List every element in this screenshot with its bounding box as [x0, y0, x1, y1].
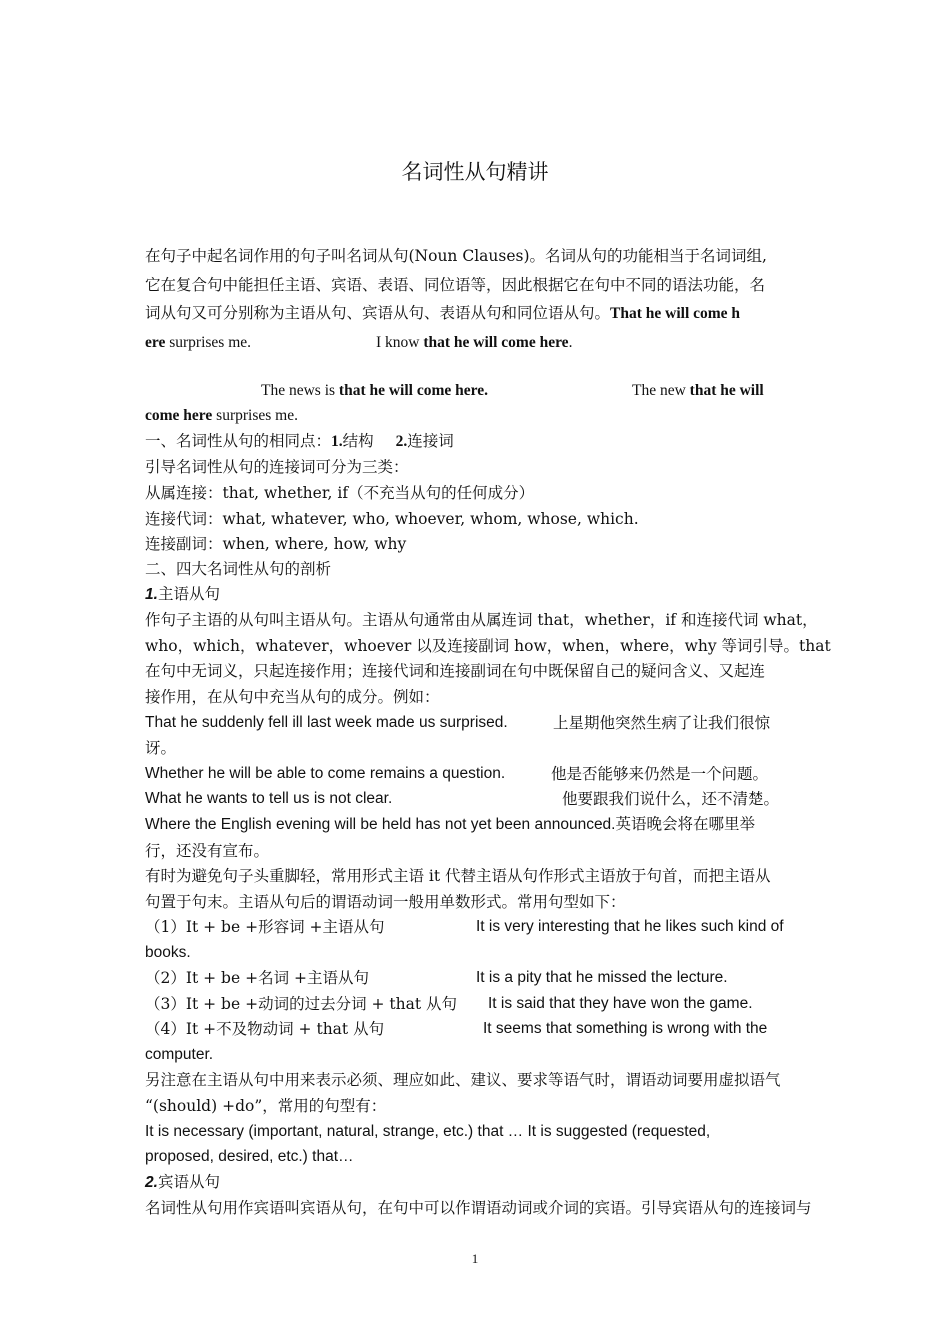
intro-example-3a: The news is [261, 382, 339, 399]
subject-clause-label: 主语从句 [157, 585, 220, 603]
subject-clause-number: 1. [145, 586, 158, 603]
section-1-title: 一、名词性从句的相同点： [145, 432, 332, 450]
object-clause-heading [145, 1171, 220, 1194]
subjunctive-note-4: proposed, desired, etc.) that… [145, 1148, 354, 1165]
subject-clause-para-3: 在句中无词义，只起连接作用；连接代词和连接副词在句中既保留自己的疑问含义、又起连 [145, 662, 766, 680]
subject-clause-para-1: 作句子主语的从句叫主语从句。主语从句通常由从属连词 that，whether，if 和连接代词 what， [145, 611, 818, 629]
connector-intro: 引导名词性从句的连接词可分为三类： [145, 458, 409, 476]
intro-line-6 [145, 405, 298, 427]
pattern-2: （2）It + be +名词 +主语从句 [145, 969, 369, 987]
point-2-label: 连接词 [407, 432, 454, 450]
section-2-heading: 二、四大名词性从句的剖析 [145, 560, 332, 578]
object-clause-number: 2. [145, 1174, 158, 1191]
intro-line-1: 在句子中起名词作用的句子叫名词从句(Noun Clauses)。名词从句的功能相当于名词词组, [145, 247, 767, 265]
pattern-3: （3）It + be +动词的过去分词 + that 从句 [145, 995, 458, 1013]
connector-subordinating: 从属连接：that, whether, if（不充当从句的任何成分） [145, 484, 535, 502]
example-3-zh: 他要跟我们说什么，还不清楚。 [562, 790, 780, 808]
intro-example-1a: That he will come h [610, 305, 741, 322]
intro-example-3b: that he will come here. [338, 382, 489, 399]
formal-subject-para-2: 句置于句末。主语从句后的谓语动词一般用单数形式。常用句型如下： [145, 893, 626, 911]
formal-subject-para-1: 有时为避免句子头重脚轻，常用形式主语 it 代替主语从句作形式主语放于句首，而把主语从 [145, 867, 771, 885]
subject-clause-para-4: 接作用，在从句中充当从句的成分。例如： [145, 688, 440, 706]
intro-example-2b: that he will come here [423, 334, 569, 351]
intro-example-1b: ere [145, 334, 166, 351]
pattern-3-example: It is said that they have won the game. [488, 995, 753, 1012]
pattern-4: （4）It +不及物动词 + that 从句 [145, 1020, 385, 1038]
subjunctive-note-2: “(should) +do”，常用的句型有： [145, 1097, 387, 1115]
example-1-zh: 上星期他突然生病了让我们很惊 [553, 714, 771, 732]
point-1-label: 结构 [342, 432, 374, 450]
example-4-zh-cont: 行，还没有宣布。 [145, 842, 270, 860]
intro-example-4d: surprises me. [212, 407, 298, 424]
pattern-1-example: It is very interesting that he likes such kind of [476, 918, 784, 935]
connector-pronouns: 连接代词：what, whatever, who, whoever, whom, whose, which. [145, 510, 639, 528]
intro-example-2c: . [568, 334, 573, 351]
object-clause-label: 宾语从句 [157, 1173, 220, 1191]
intro-example-2 [376, 332, 572, 354]
pattern-4-example-cont: computer. [145, 1046, 214, 1063]
example-1-en: That he suddenly fell ill last week made us surprised. [145, 714, 508, 731]
intro-example-4c: come here [145, 407, 213, 424]
intro-example-4a: The new [632, 382, 690, 399]
connector-adverbs: 连接副词：when, where, how, why [145, 535, 407, 553]
intro-example-4 [632, 380, 764, 402]
point-1-number: 1. [331, 433, 343, 450]
page-number: 1 [471, 1251, 479, 1266]
intro-example-3 [261, 380, 488, 402]
intro-line-3-text: 词从句又可分别称为主语从句、宾语从句、表语从句和同位语从句。 [145, 304, 611, 322]
example-2-en: Whether he will be able to come remains a question. [145, 765, 506, 782]
intro-line-2: 它在复合句中能担任主语、宾语、表语、同位语等，因此根据它在句中不同的语法功能，名 [145, 276, 766, 294]
subject-clause-para-2: who，which，whatever，whoever 以及连接副词 how，when，where，why 等词引导。that [145, 637, 831, 655]
intro-example-2a: I know [376, 334, 424, 351]
intro-example-1c: surprises me. [165, 334, 252, 351]
pattern-1: （1）It + be +形容词 +主语从句 [145, 918, 385, 936]
example-4-en: Where the English evening will be held has not yet been announced.英语晚会将在哪里举 [145, 816, 755, 833]
subjunctive-note-3: It is necessary (important, natural, strange, etc.) that … It is suggested (requested, [145, 1123, 711, 1140]
pattern-2-example: It is a pity that he missed the lecture. [476, 969, 728, 986]
example-2-zh: 他是否能够来仍然是一个问题。 [551, 765, 769, 783]
intro-line-3 [145, 302, 740, 325]
page-title: 名词性从句精讲 [401, 160, 549, 184]
subject-clause-heading [145, 583, 220, 606]
section-1-heading [145, 430, 454, 453]
subjunctive-note-1: 另注意在主语从句中用来表示必须、理应如此、建议、要求等语气时，谓语动词要用虚拟语气 [145, 1071, 781, 1089]
intro-example-4b: that he will [689, 382, 764, 399]
example-3-en: What he wants to tell us is not clear. [145, 790, 393, 807]
example-1-zh-cont: 讶。 [145, 739, 177, 757]
point-2-number: 2. [395, 433, 408, 450]
intro-line-4 [145, 332, 251, 354]
pattern-4-example: It seems that something is wrong with the [483, 1020, 768, 1037]
object-clause-para-1: 名词性从句用作宾语叫宾语从句，在句中可以作谓语动词或介词的宾语。引导宾语从句的连接词与 [145, 1199, 812, 1217]
pattern-1-example-cont: books. [145, 944, 191, 961]
